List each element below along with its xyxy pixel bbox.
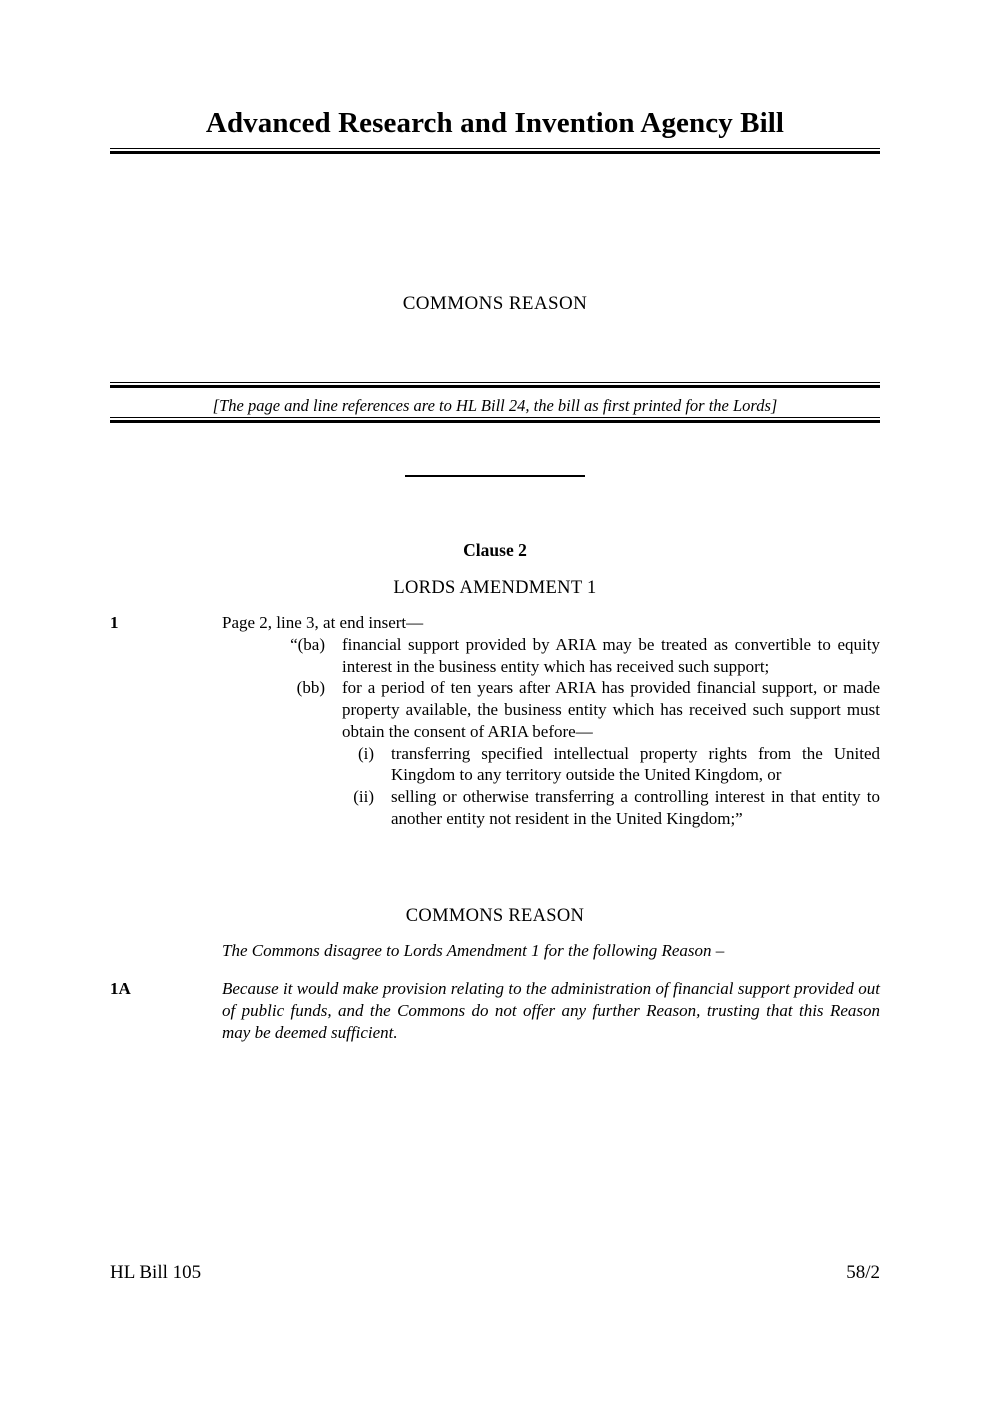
amendment-lead-in: Page 2, line 3, at end insert— bbox=[222, 613, 424, 632]
commons-reason-text: Because it would make provision relating to the administration of financial support provided out of public funds, and the Commons do not offer any further Reason, trusting that this Reason may be deemed sufficient. bbox=[222, 979, 880, 1043]
amendment-subitem bbox=[278, 743, 880, 787]
amendment-item-marker: (bb) bbox=[296, 678, 325, 698]
footer-bill-number: HL Bill 105 bbox=[110, 1262, 202, 1283]
section-divider bbox=[405, 475, 585, 477]
amendment-subitem bbox=[278, 786, 880, 830]
amendment-item-marker: “(ba) bbox=[290, 634, 325, 654]
page-footer bbox=[110, 1262, 880, 1284]
amendment-number: 1 bbox=[110, 613, 119, 632]
title-rule-thick bbox=[110, 151, 880, 154]
amendment-item-text: financial support provided by ARIA may be treated as convertible to equity interest in the business entity which has received such support; bbox=[342, 634, 880, 676]
amendment-item bbox=[222, 634, 880, 678]
amendment-subitem-marker: (i) bbox=[357, 743, 374, 763]
clause-heading: Clause 2 bbox=[463, 540, 527, 560]
reference-note: [The page and line references are to HL Bill 24, the bill as first printed for the Lords] bbox=[212, 396, 778, 415]
note-rule-bottom-thick bbox=[110, 420, 880, 423]
note-rule-top-thick bbox=[110, 385, 880, 388]
amendment-block bbox=[110, 612, 880, 830]
page-title: Advanced Research and Invention Agency Bill bbox=[205, 107, 785, 139]
commons-reason-number: 1A bbox=[110, 979, 131, 998]
commons-disagree-line: The Commons disagree to Lords Amendment 1 for the following Reason – bbox=[222, 941, 725, 960]
amendment-subitem-marker: (ii) bbox=[353, 787, 374, 806]
commons-reason-heading: COMMONS REASON bbox=[405, 906, 585, 926]
note-rule-top bbox=[110, 382, 880, 388]
amendment-item-text: for a period of ten years after ARIA has provided financial support, or made property available, the business entity which has received such support must obtain the consent of ARIA before— bbox=[342, 678, 880, 741]
lords-amendment-heading: LORDS AMENDMENT 1 bbox=[393, 578, 597, 598]
commons-reason-top-heading: COMMONS REASON bbox=[402, 293, 588, 314]
title-rule bbox=[110, 148, 880, 154]
commons-reason-block bbox=[110, 978, 880, 1044]
amendment-subitem-text: selling or otherwise transferring a controlling interest in that entity to another entity not resident in the United Kingdom;” bbox=[391, 787, 880, 828]
amendment-subitem-text: transferring specified intellectual property rights from the United Kingdom to any territory outside the United Kingdom, or bbox=[391, 743, 880, 785]
footer-page-reference: 58/2 bbox=[846, 1262, 880, 1283]
note-rule-bottom bbox=[110, 417, 880, 423]
amendment-item bbox=[222, 677, 880, 742]
